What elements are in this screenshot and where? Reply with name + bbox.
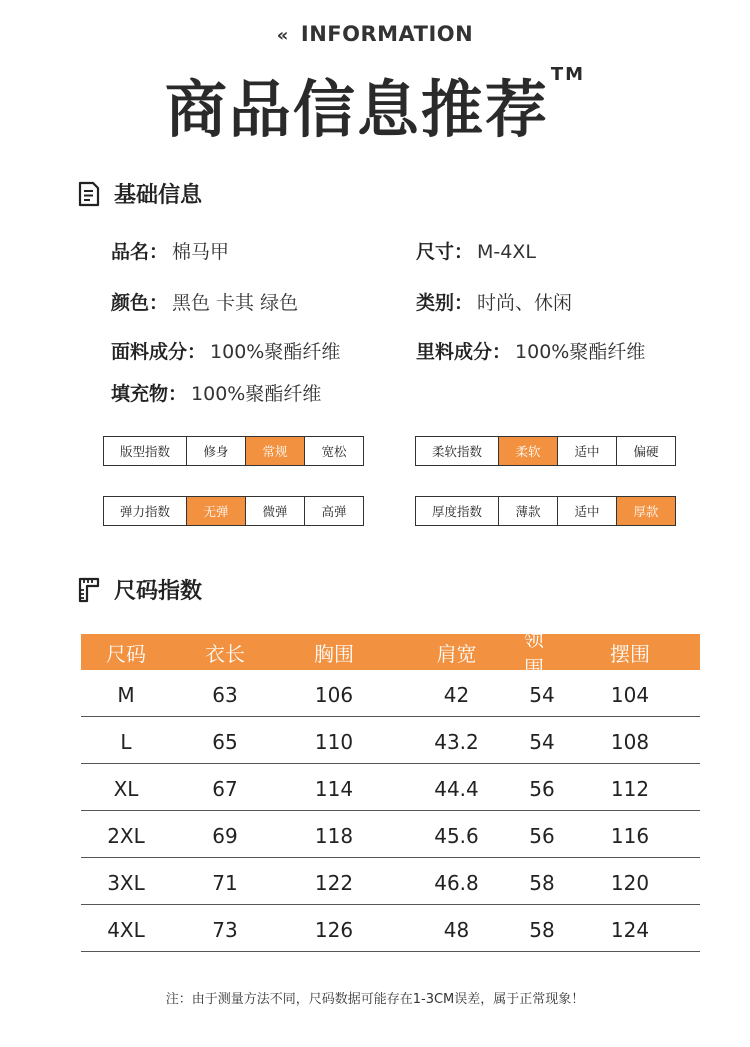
fit-option: 宽松 bbox=[321, 444, 347, 459]
field-name: 品名： 棉马甲 bbox=[111, 241, 230, 263]
table-cell: 124 bbox=[610, 918, 650, 942]
table-cell: 2XL bbox=[107, 824, 145, 848]
trademark: TM bbox=[550, 64, 586, 85]
fit-option: 修身 bbox=[187, 437, 246, 465]
stretch-option: 无弹 bbox=[187, 497, 246, 525]
column-header: 领围 bbox=[524, 627, 544, 680]
table-cell: 63 bbox=[212, 683, 238, 707]
stretch-option: 微弹 bbox=[246, 497, 305, 525]
table-cell: XL bbox=[113, 777, 139, 801]
table-row bbox=[81, 717, 700, 764]
table-cell: 54 bbox=[529, 730, 555, 754]
stretch-option: 高弹 bbox=[321, 504, 347, 519]
size-title: 尺码指数 bbox=[114, 579, 203, 604]
size-table bbox=[81, 627, 700, 952]
table-cell: 46.8 bbox=[434, 871, 479, 895]
column-header: 摆围 bbox=[610, 641, 650, 666]
document-icon bbox=[78, 181, 100, 207]
thickness-index bbox=[415, 496, 676, 526]
table-row bbox=[81, 670, 700, 717]
page-title-text: 商品信息推荐 bbox=[164, 73, 549, 146]
table-cell: 110 bbox=[314, 730, 354, 754]
table-row bbox=[81, 764, 700, 811]
footnote: 注：由于测量方法不同，尺码数据可能存在1-3CM误差，属于正常现象！ bbox=[165, 992, 585, 1007]
table-row bbox=[81, 905, 700, 952]
thickness-option: 厚款 bbox=[617, 497, 675, 525]
table-cell: 126 bbox=[314, 918, 354, 942]
table-cell: 112 bbox=[610, 777, 650, 801]
table-cell: 108 bbox=[610, 730, 650, 754]
table-cell: 114 bbox=[314, 777, 354, 801]
page-title bbox=[0, 60, 750, 149]
thickness-option: 薄款 bbox=[499, 497, 558, 525]
table-cell: M bbox=[117, 683, 135, 707]
column-header: 衣长 bbox=[205, 641, 245, 666]
chevron-left-icon: « bbox=[276, 25, 289, 46]
fit-index bbox=[103, 436, 364, 466]
field-fabric: 面料成分： 100%聚酯纤维 bbox=[111, 341, 341, 363]
table-cell: 118 bbox=[314, 824, 354, 848]
table-cell: 3XL bbox=[107, 871, 145, 895]
table-cell: 106 bbox=[314, 683, 354, 707]
table-row bbox=[81, 858, 700, 905]
size-heading bbox=[78, 574, 202, 605]
table-cell: 71 bbox=[212, 871, 238, 895]
table-cell: 56 bbox=[529, 824, 555, 848]
field-lining: 里料成分： 100%聚酯纤维 bbox=[416, 341, 646, 363]
thickness-option: 适中 bbox=[558, 497, 617, 525]
softness-option: 偏硬 bbox=[633, 444, 659, 459]
table-cell: 65 bbox=[212, 730, 238, 754]
table-cell: 120 bbox=[610, 871, 650, 895]
table-cell: L bbox=[120, 730, 132, 754]
table-cell: 45.6 bbox=[434, 824, 479, 848]
column-header: 尺码 bbox=[106, 641, 146, 666]
fit-index-label: 版型指数 bbox=[104, 437, 187, 465]
subtitle-text: INFORMATION bbox=[300, 22, 474, 46]
basic-info-heading bbox=[78, 178, 202, 209]
subtitle bbox=[0, 22, 750, 46]
table-cell: 56 bbox=[529, 777, 555, 801]
table-row bbox=[81, 811, 700, 858]
table-cell: 122 bbox=[314, 871, 354, 895]
thickness-index-label: 厚度指数 bbox=[416, 497, 499, 525]
table-cell: 54 bbox=[529, 683, 555, 707]
table-cell: 58 bbox=[529, 918, 555, 942]
table-cell: 43.2 bbox=[434, 730, 479, 754]
table-cell: 4XL bbox=[107, 918, 145, 942]
softness-index-label: 柔软指数 bbox=[416, 437, 499, 465]
ruler-icon bbox=[78, 577, 100, 603]
table-cell: 67 bbox=[212, 777, 238, 801]
table-cell: 69 bbox=[212, 824, 238, 848]
stretch-index bbox=[103, 496, 364, 526]
field-size: 尺寸： M-4XL bbox=[416, 241, 536, 263]
softness-option: 适中 bbox=[558, 437, 617, 465]
table-cell: 58 bbox=[529, 871, 555, 895]
fit-option: 常规 bbox=[246, 437, 305, 465]
table-cell: 116 bbox=[610, 824, 650, 848]
softness-option: 柔软 bbox=[499, 437, 558, 465]
table-cell: 73 bbox=[212, 918, 238, 942]
stretch-index-label: 弹力指数 bbox=[104, 497, 187, 525]
column-header: 胸围 bbox=[314, 641, 354, 666]
field-category: 类别： 时尚、休闲 bbox=[416, 292, 573, 314]
softness-index bbox=[415, 436, 676, 466]
basic-info-title: 基础信息 bbox=[114, 183, 203, 208]
table-cell: 104 bbox=[610, 683, 650, 707]
column-header: 肩宽 bbox=[436, 641, 477, 666]
table-cell: 42 bbox=[443, 683, 470, 707]
table-cell: 44.4 bbox=[434, 777, 479, 801]
size-table-header bbox=[81, 627, 700, 680]
field-color: 颜色： 黑色 卡其 绿色 bbox=[111, 292, 299, 314]
field-filling: 填充物： 100%聚酯纤维 bbox=[111, 383, 322, 405]
table-cell: 48 bbox=[443, 918, 470, 942]
